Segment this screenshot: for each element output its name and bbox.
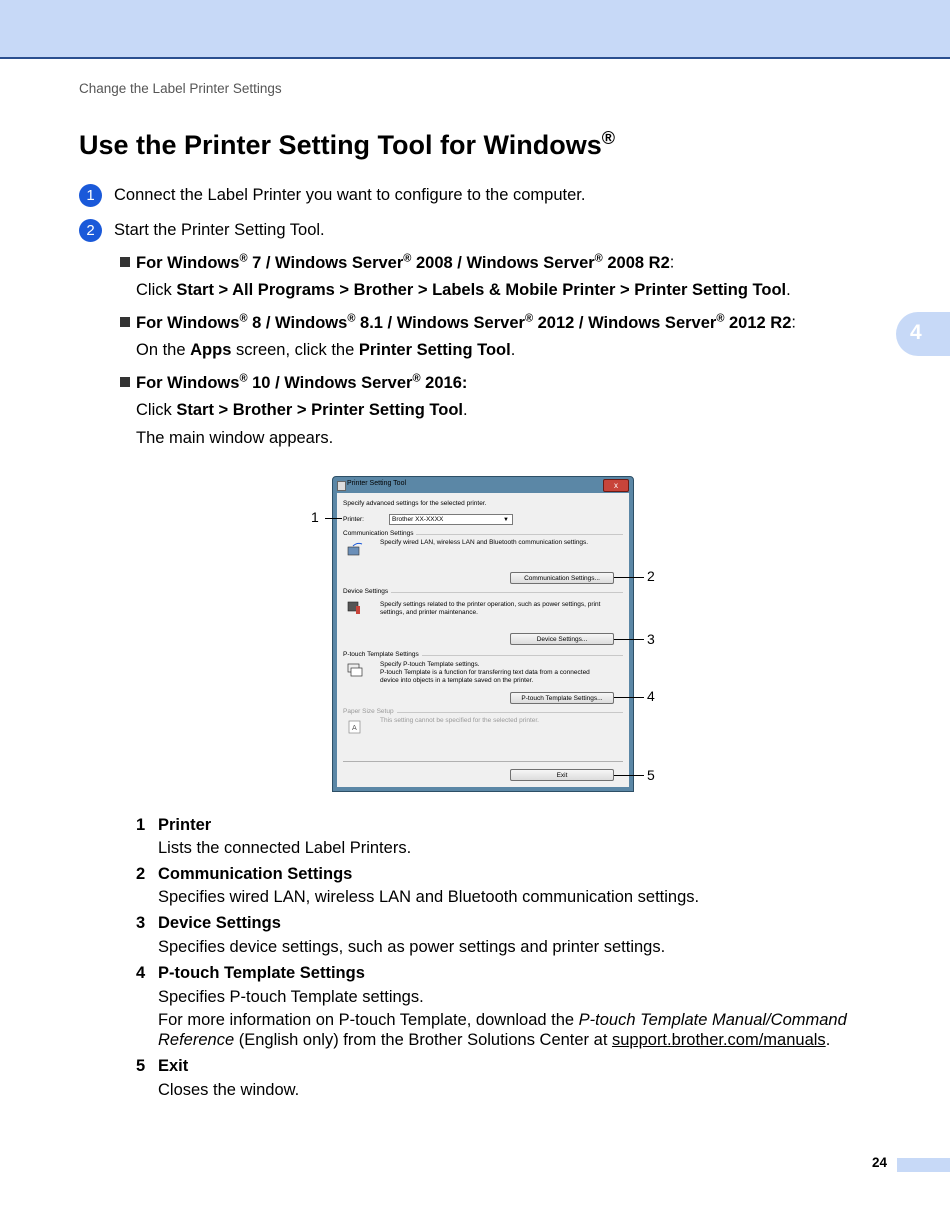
callout-4: 4 — [647, 688, 655, 704]
page-number: 24 — [872, 1155, 888, 1170]
bullet-windows7: For Windows® 7 / Windows Server® 2008 / Windows Server® 2008 R2: — [136, 252, 675, 272]
bullet-square-icon — [120, 317, 130, 327]
page-number-bar — [897, 1158, 950, 1172]
step-text-1: Connect the Label Printer you want to configure to the computer. — [114, 186, 586, 204]
callout-line — [614, 697, 644, 698]
window-body — [337, 493, 629, 787]
close-icon[interactable]: x — [603, 479, 629, 492]
desc-text-printer: Lists the connected Label Printers. — [158, 839, 412, 857]
callout-2: 2 — [647, 568, 655, 584]
desc-heading-printer: Printer — [158, 816, 212, 834]
ptouch-template-settings-button[interactable]: P-touch Template Settings... — [510, 692, 614, 704]
printer-label: Printer: — [343, 516, 364, 523]
callout-line — [614, 577, 644, 578]
callout-5: 5 — [647, 767, 655, 783]
intro-text: Specify advanced settings for the selected printer. — [343, 500, 487, 507]
divider — [343, 761, 623, 762]
paper-size-icon — [347, 720, 363, 734]
desc-number-2: 2 — [136, 865, 146, 883]
bullet-square-icon — [120, 257, 130, 267]
step-number-2: 2 — [79, 219, 102, 242]
device-settings-icon — [347, 600, 363, 614]
desc-heading-device: Device Settings — [158, 914, 281, 932]
communication-desc: Specify wired LAN, wireless LAN and Bluetooth communication settings. — [380, 539, 589, 546]
network-icon — [347, 542, 363, 556]
desc-text-communication: Specifies wired LAN, wireless LAN and Bluetooth communication settings. — [158, 888, 700, 906]
bullet-square-icon — [120, 377, 130, 387]
desc-number-5: 5 — [136, 1057, 146, 1075]
step-text-2: Start the Printer Setting Tool. — [114, 221, 325, 239]
step-number-1: 1 — [79, 184, 102, 207]
ptouch-desc-line3: device into objects in a template saved on the printer. — [380, 677, 534, 684]
chevron-down-icon: ▼ — [503, 517, 509, 523]
printer-icon — [337, 481, 346, 491]
device-desc-line2: settings, and printer maintenance. — [380, 609, 478, 616]
desc-heading-communication: Communication Settings — [158, 865, 353, 883]
bullet-windows8: For Windows® 8 / Windows® 8.1 / Windows Server® 2012 / Windows Server® 2012 R2: — [136, 312, 796, 332]
callout-line — [614, 775, 644, 776]
printer-select[interactable]: Brother XX-XXXX ▼ — [389, 514, 513, 525]
instruction-windows8: On the Apps screen, click the Printer Setting Tool. — [136, 341, 516, 359]
device-settings-button[interactable]: Device Settings... — [510, 633, 614, 645]
page-title: Use the Printer Setting Tool for Windows® — [79, 128, 616, 160]
instruction-windows10: Click Start > Brother > Printer Setting Tool. — [136, 401, 468, 419]
ptouch-section-label: P-touch Template Settings — [343, 651, 422, 658]
more-info-line1: For more information on P-touch Template, download the P-touch Template Manual/Command — [158, 1011, 847, 1029]
desc-heading-exit: Exit — [158, 1057, 189, 1075]
ptouch-desc-line2: P-touch Template is a function for transferring text data from a connected — [380, 669, 590, 676]
callout-line — [614, 639, 644, 640]
device-section-label: Device Settings — [343, 588, 391, 595]
svg-text:A: A — [352, 724, 357, 732]
desc-text-ptouch: Specifies P-touch Template settings. — [158, 988, 424, 1006]
printer-setting-tool-window — [332, 476, 634, 792]
device-desc-line1: Specify settings related to the printer operation, such as power settings, print — [380, 601, 601, 608]
desc-heading-ptouch: P-touch Template Settings — [158, 964, 365, 982]
more-info-line2: Reference (English only) from the Brother Solutions Center at support.brother.com/manuals. — [158, 1031, 831, 1049]
support-link[interactable]: support.brother.com/manuals — [611, 1031, 826, 1049]
main-window-appears: The main window appears. — [136, 429, 334, 447]
running-head: Change the Label Printer Settings — [79, 81, 282, 96]
chapter-tab: 4 — [896, 312, 950, 356]
desc-text-exit: Closes the window. — [158, 1081, 300, 1099]
paper-size-section-label: Paper Size Setup — [343, 708, 397, 715]
communication-settings-button[interactable]: Communication Settings... — [510, 572, 614, 584]
callout-1: 1 — [311, 509, 319, 525]
desc-number-3: 3 — [136, 914, 146, 932]
communication-section-label: Communication Settings — [343, 530, 416, 537]
instruction-windows7: Click Start > All Programs > Brother > Labels & Mobile Printer > Printer Setting Tool. — [136, 281, 791, 299]
bullet-windows10: For Windows® 10 / Windows Server® 2016: — [136, 372, 468, 392]
header-band — [0, 0, 950, 59]
callout-line — [325, 518, 342, 519]
template-icon — [347, 663, 363, 677]
exit-button[interactable]: Exit — [510, 769, 614, 781]
window-title: Printer Setting Tool — [347, 480, 407, 487]
paper-size-desc: This setting cannot be specified for the selected printer. — [380, 717, 539, 724]
desc-number-4: 4 — [136, 964, 146, 982]
desc-number-1: 1 — [136, 816, 146, 834]
ptouch-desc-line1: Specify P-touch Template settings. — [380, 661, 480, 668]
desc-text-device: Specifies device settings, such as power settings and printer settings. — [158, 938, 666, 956]
callout-3: 3 — [647, 631, 655, 647]
